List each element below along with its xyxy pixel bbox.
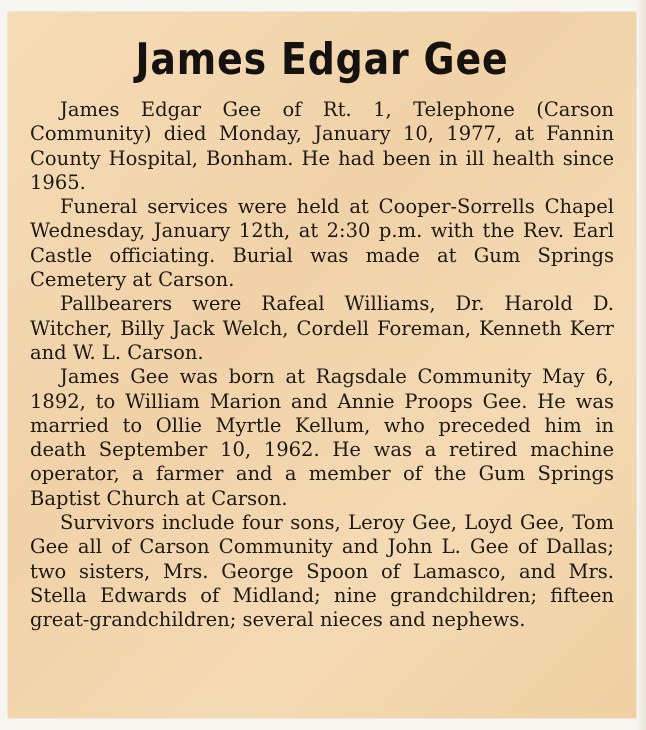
paragraph-survivors: Survivors include four sons, Leroy Gee, Loyd Gee, Tom Gee all of Carson Community and John L. Gee of Dallas; two sisters, Mrs. George Spoon of Lamasco, and Mrs. Stella Edwards of Midland; nine grandchildren; fifteen great-grandchildren; several nieces and nephews. bbox=[30, 511, 614, 632]
paragraph-death-notice: James Edgar Gee of Rt. 1, Telephone (Carson Community) died Monday, January 10, 1977, at Fannin County Hospital, Bonham. He had been in ill health since 1965. bbox=[30, 98, 614, 194]
obituary-body bbox=[30, 98, 614, 633]
paragraph-pallbearers: Pallbearers were Rafeal Williams, Dr. Harold D. Witcher, Billy Jack Welch, Cordell Foreman, Kenneth Kerr and W. L. Carson. bbox=[30, 292, 614, 364]
obituary-headline: James Edgar Gee bbox=[135, 34, 509, 85]
newspaper-clipping bbox=[8, 12, 636, 718]
scan-edge bbox=[636, 0, 646, 730]
paragraph-funeral-services: Funeral services were held at Cooper-Sorrells Chapel Wednesday, January 12th, at 2:30 p.m. with the Rev. Earl Castle officiating. Burial was made at Gum Springs Cemetery at Carson. bbox=[30, 195, 614, 292]
paragraph-biography: James Gee was born at Ragsdale Community May 6, 1892, to William Marion and Annie Proops Gee. He was married to Ollie Myrtle Kellum, who preceded him in death September 10, 1962. He was a retired machine operator, a farmer and a member of the Gum Springs Baptist Church at Carson. bbox=[30, 365, 614, 510]
